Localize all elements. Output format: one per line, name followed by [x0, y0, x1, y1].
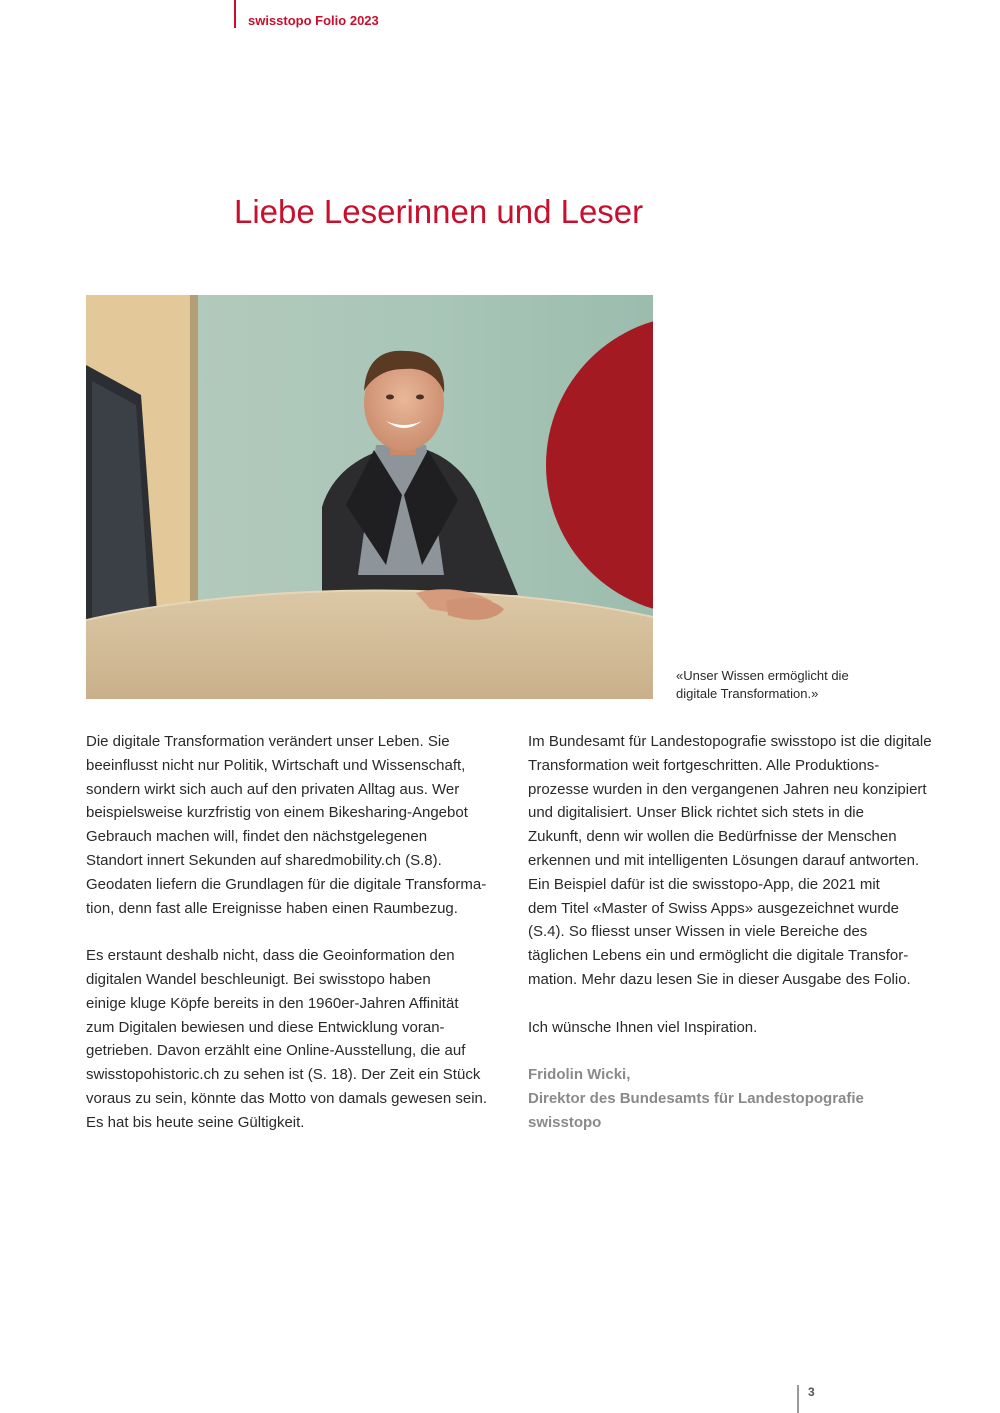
- text-line: swisstopohistoric.ch zu sehen ist (S. 18). Der Zeit ein Stück: [86, 1066, 481, 1084]
- paragraph: [528, 730, 952, 992]
- paragraph: [86, 730, 510, 920]
- text-line: digitalen Wandel beschleunigt. Bei swisstopo haben: [86, 970, 431, 988]
- photo-caption: [676, 667, 896, 703]
- text-line: tion, denn fast alle Ereignisse haben einen Raumbezug.: [86, 899, 458, 917]
- running-head: [234, 0, 379, 28]
- text-line: Im Bundesamt für Landestopografie swisstopo ist die digitale: [528, 733, 932, 750]
- caption-line: digitale Transformation.»: [676, 686, 819, 701]
- paragraph: [86, 944, 510, 1134]
- text-line: erkennen und mit intelligenten Lösungen darauf antworten.: [528, 851, 920, 869]
- text-line: einige kluge Köpfe bereits in den 1960er-Jahren Affinität: [86, 994, 459, 1012]
- right-column: [528, 730, 952, 1135]
- text-line: getrieben. Davon erzählt eine Online-Ausstellung, die auf: [86, 1042, 466, 1060]
- text-line: und digitalisiert. Unser Blick richtet sich stets in die: [528, 804, 864, 822]
- signature-role: Direktor des Bundesamts für Landestopografie: [528, 1089, 864, 1107]
- page-number: [797, 1385, 815, 1413]
- text-line: sondern wirkt sich auch auf den privaten Alltag aus. Wer: [86, 780, 460, 798]
- text-line: Ich wünsche Ihnen viel Inspiration.: [528, 1018, 758, 1036]
- text-line: Standort innert Sekunden auf sharedmobility.ch (S.8).: [86, 851, 442, 869]
- text-line: beeinflusst nicht nur Politik, Wirtschaft und Wissenschaft,: [86, 756, 466, 774]
- text-line: dem Titel «Master of Swiss Apps» ausgezeichnet wurde: [528, 899, 900, 917]
- text-line: täglichen Lebens ein und ermöglicht die digitale Transfor-: [528, 947, 909, 965]
- left-column: [86, 730, 510, 1158]
- paragraph: [528, 1016, 952, 1040]
- text-line: Ein Beispiel dafür ist die swisstopo-App, die 2021 mit: [528, 875, 880, 893]
- text-line: (S.4). So fliesst unser Wissen in viele Bereiche des: [528, 923, 868, 941]
- text-line: Es erstaunt deshalb nicht, dass die Geoinformation den: [86, 947, 455, 965]
- page-number-label: 3: [808, 1385, 815, 1399]
- page-title: Liebe Leserinnen und Leser: [234, 193, 644, 230]
- text-line: Es hat bis heute seine Gültigkeit.: [86, 1113, 305, 1131]
- text-line: Gebrauch machen will, findet den nächstgelegenen: [86, 828, 428, 846]
- caption-line: «Unser Wissen ermöglicht die: [676, 668, 849, 683]
- text-line: Die digitale Transformation verändert unser Leben. Sie: [86, 733, 450, 750]
- portrait-photo: [86, 295, 653, 699]
- running-title: swisstopo Folio 2023: [248, 13, 379, 28]
- signature-name: Fridolin Wicki,: [528, 1066, 631, 1084]
- text-line: Geodaten liefern die Grundlagen für die digitale Transforma-: [86, 875, 487, 893]
- text-line: beispielsweise kurzfristig von einem Bikesharing-Angebot: [86, 804, 468, 822]
- text-line: mation. Mehr dazu lesen Sie in dieser Ausgabe des Folio.: [528, 970, 911, 988]
- signature: [528, 1063, 952, 1134]
- signature-org: swisstopo: [528, 1113, 602, 1131]
- text-line: zum Digitalen bewiesen und diese Entwicklung voran-: [86, 1018, 445, 1036]
- text-line: voraus zu sein, könnte das Motto von damals gewesen sein.: [86, 1089, 488, 1107]
- text-line: Transformation weit fortgeschritten. Alle Produktions-: [528, 756, 880, 774]
- text-line: Zukunft, denn wir wollen die Bedürfnisse der Menschen: [528, 828, 897, 846]
- text-line: prozesse wurden in den vergangenen Jahren neu konzipiert: [528, 780, 927, 798]
